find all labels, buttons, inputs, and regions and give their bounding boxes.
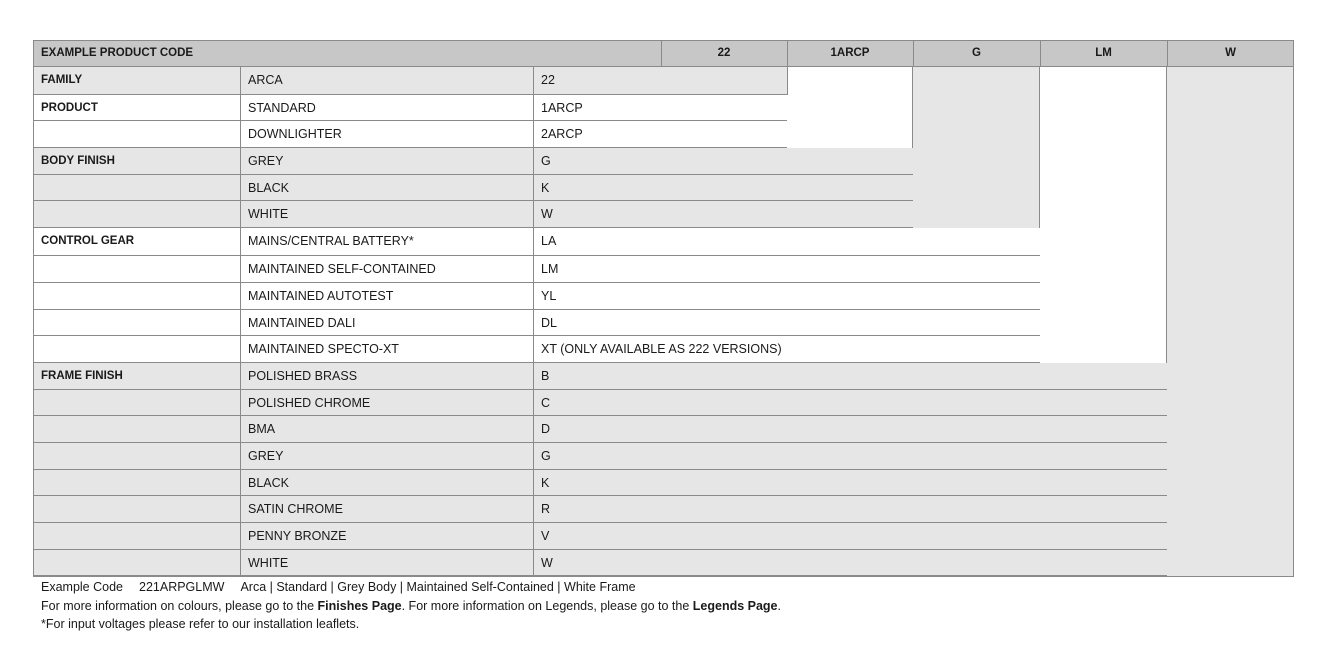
option-label: DOWNLIGHTER (240, 121, 533, 148)
option-label: BMA (240, 416, 533, 443)
option-label: BLACK (240, 175, 533, 201)
section-label (33, 443, 240, 470)
table-rule (912, 67, 913, 148)
table-rule (1039, 67, 1040, 228)
table-rule (533, 67, 534, 577)
finishes-page-link[interactable]: Finishes Page (317, 598, 402, 613)
option-label: STANDARD (240, 95, 533, 121)
option-code: DL (533, 310, 1040, 336)
code-column-band (1167, 67, 1294, 576)
option-code: D (533, 416, 1167, 443)
option-label: WHITE (240, 201, 533, 228)
section-label (33, 121, 240, 148)
table-rule (661, 40, 662, 67)
section-label: CONTROL GEAR (33, 228, 240, 256)
option-label: SATIN CHROME (240, 496, 533, 523)
table-rule (33, 576, 1294, 577)
section-label (33, 336, 240, 363)
option-code: 1ARCP (533, 95, 787, 121)
example-code-label: Example Code (41, 580, 123, 594)
header-code: W (1167, 40, 1294, 67)
section-label (33, 201, 240, 228)
header-label: EXAMPLE PRODUCT CODE (33, 40, 661, 67)
option-code: R (533, 496, 1167, 523)
section-label (33, 310, 240, 336)
option-label: PENNY BRONZE (240, 523, 533, 550)
header-code: G (913, 40, 1040, 67)
header-code: 1ARCP (787, 40, 913, 67)
section-label: BODY FINISH (33, 148, 240, 175)
option-code: C (533, 390, 1167, 416)
option-label: GREY (240, 148, 533, 175)
option-label: POLISHED BRASS (240, 363, 533, 390)
more-info-text: For more information on colours, please go to the (41, 598, 318, 613)
more-info-text-2: . For more information on Legends, please go to the (401, 598, 693, 613)
section-label (33, 496, 240, 523)
table-rule (240, 67, 241, 577)
more-info-line (41, 597, 781, 616)
option-label: ARCA (240, 67, 533, 95)
option-code: 2ARCP (533, 121, 787, 148)
table-rule (33, 40, 1294, 41)
header-code: LM (1040, 40, 1167, 67)
section-label (33, 416, 240, 443)
option-label: MAINTAINED DALI (240, 310, 533, 336)
option-label: MAINTAINED SELF-CONTAINED (240, 256, 533, 283)
table-rule (33, 40, 34, 577)
option-code: LM (533, 256, 1040, 283)
option-code: LA (533, 228, 1040, 256)
option-code: G (533, 148, 913, 175)
option-code: YL (533, 283, 1040, 310)
option-code: V (533, 523, 1167, 550)
example-code-value: 221ARPGLMW (139, 580, 225, 594)
option-label: MAINTAINED AUTOTEST (240, 283, 533, 310)
section-label (33, 256, 240, 283)
table-rule (787, 67, 788, 95)
section-label (33, 175, 240, 201)
table-rule (1293, 40, 1294, 577)
table-rule (1166, 67, 1167, 363)
section-label (33, 390, 240, 416)
table-rule (33, 66, 1294, 67)
example-code-line (41, 578, 781, 597)
option-code: K (533, 470, 1167, 496)
option-code: XT (ONLY AVAILABLE AS 222 VERSIONS) (533, 336, 1040, 363)
option-label: BLACK (240, 470, 533, 496)
example-code-description: Arca | Standard | Grey Body | Maintained Self-Contained | White Frame (240, 580, 636, 594)
option-label: WHITE (240, 550, 533, 576)
section-label (33, 523, 240, 550)
section-label (33, 550, 240, 576)
table-rule (1167, 40, 1168, 67)
option-code: 22 (533, 67, 787, 95)
section-label: PRODUCT (33, 95, 240, 121)
table-rule (913, 40, 914, 67)
option-label: MAINS/CENTRAL BATTERY* (240, 228, 533, 256)
option-label: POLISHED CHROME (240, 390, 533, 416)
legends-page-link[interactable]: Legends Page (692, 598, 778, 613)
option-code: G (533, 443, 1167, 470)
footer-notes (41, 578, 781, 634)
voltage-note: *For input voltages please refer to our installation leaflets. (41, 617, 360, 631)
section-label (33, 470, 240, 496)
option-label: GREY (240, 443, 533, 470)
option-label: MAINTAINED SPECTO-XT (240, 336, 533, 363)
section-label: FAMILY (33, 67, 240, 95)
header-code: 22 (661, 40, 787, 67)
more-info-text-3: . (777, 598, 781, 613)
option-code: W (533, 201, 913, 228)
section-label (33, 283, 240, 310)
table-rule (1040, 40, 1041, 67)
option-code: K (533, 175, 913, 201)
table-rule (787, 40, 788, 67)
section-label: FRAME FINISH (33, 363, 240, 390)
option-code: W (533, 550, 1167, 576)
option-code: B (533, 363, 1167, 390)
